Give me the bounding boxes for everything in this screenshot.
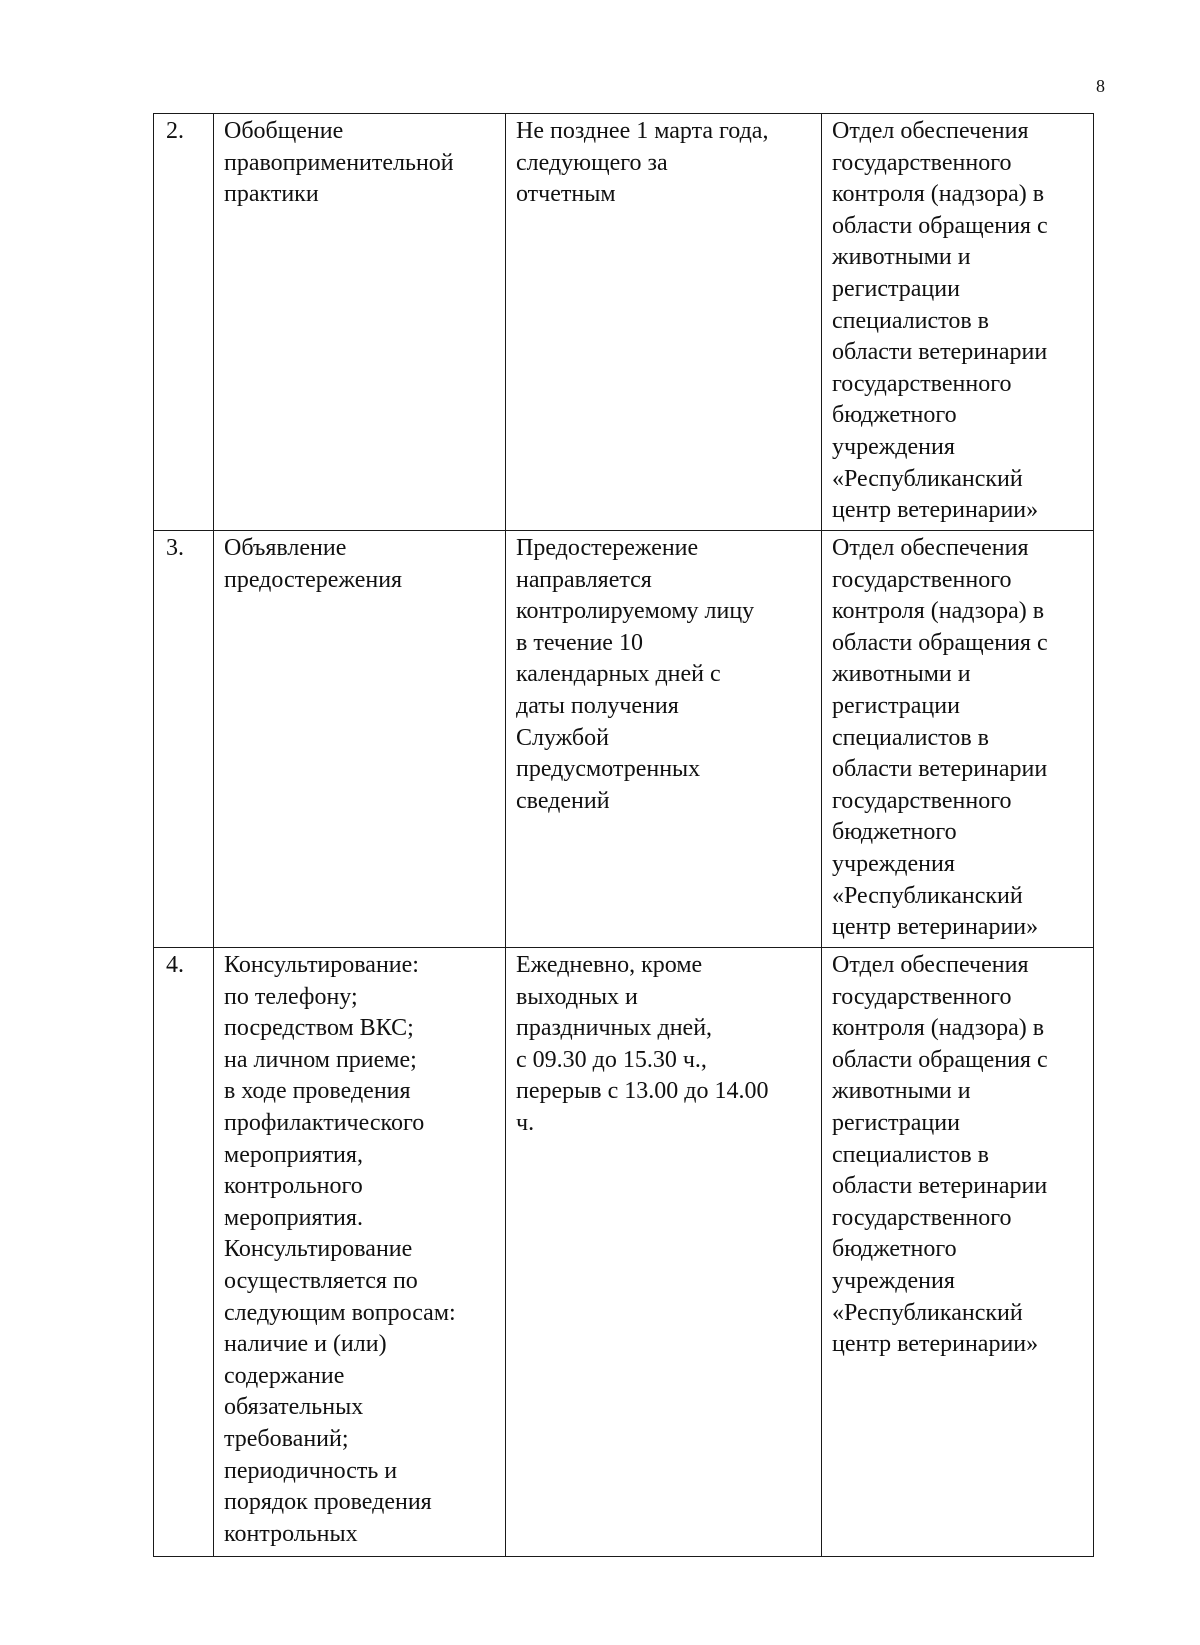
cell-text-line: Отдел обеспечения (832, 535, 1029, 561)
cell-text-line: контрольного (224, 1173, 363, 1200)
cell-text-line: Объявление (224, 535, 347, 561)
activity-cell (214, 531, 506, 948)
responsible-cell (822, 114, 1094, 531)
row-number: 3. (154, 531, 214, 948)
deadline-cell (506, 114, 822, 531)
cell-text-line: мероприятия, (224, 1141, 363, 1168)
cell-text-line: календарных дней с (516, 661, 721, 688)
cell-text-line: животными и (832, 244, 971, 271)
cell-text-line: контроля (надзора) в (832, 1015, 1045, 1042)
cell-text-line: содержание (224, 1362, 345, 1389)
cell-text-line: государственного (832, 566, 1012, 593)
cell-text-line: с 09.30 до 15.30 ч., (516, 1046, 707, 1073)
cell-text-line: центр ветеринарии» (832, 914, 1039, 941)
cell-text-line: области обращения с (832, 629, 1048, 656)
cell-text-line: контроля (надзора) в (832, 181, 1045, 208)
cell-text-line: контролируемому лицу (516, 598, 755, 625)
responsible-cell (822, 531, 1094, 948)
cell-text-line: обязательных (224, 1394, 364, 1421)
cell-text-line: государственного (832, 370, 1012, 397)
cell-text-line: направляется (516, 566, 652, 593)
cell-text-line: мероприятия. (224, 1204, 363, 1231)
cell-text-line: области обращения с (832, 1046, 1048, 1073)
cell-text-line: в течение 10 (516, 629, 643, 656)
table-row (154, 114, 1094, 531)
cell-text-line: посредством ВКС; (224, 1015, 414, 1042)
cell-text-line: Предостережение (516, 535, 699, 561)
activity-cell (214, 114, 506, 531)
cell-text-line: специалистов в (832, 307, 990, 334)
cell-text-line: отчетным (516, 181, 616, 208)
cell-text-line: следующим вопросам: (224, 1299, 456, 1326)
cell-text-line: «Республиканский (832, 465, 1023, 492)
row-number: 2. (154, 114, 214, 531)
cell-text-line: Консультирование (224, 1236, 413, 1263)
cell-text-line: по телефону; (224, 983, 358, 1010)
cell-text-line: правоприменительной (224, 149, 454, 176)
deadline-cell (506, 948, 822, 1557)
cell-text-line: на личном приеме; (224, 1046, 417, 1073)
cell-text-line: регистрации (832, 692, 960, 719)
cell-text-line: практики (224, 181, 319, 208)
cell-text-line: животными и (832, 1078, 971, 1105)
responsible-cell (822, 948, 1094, 1557)
cell-text-line: учреждения (832, 433, 955, 460)
cell-text-line: специалистов в (832, 1141, 990, 1168)
cell-text-line: Отдел обеспечения (832, 118, 1029, 144)
cell-text-line: центр ветеринарии» (832, 497, 1039, 524)
cell-text-line: учреждения (832, 1267, 955, 1294)
cell-text-line: Обобщение (224, 118, 344, 144)
cell-text-line: государственного (832, 1204, 1012, 1231)
cell-text-line: контроля (надзора) в (832, 598, 1045, 625)
cell-text-line: области ветеринарии (832, 339, 1048, 366)
cell-text-line: области ветеринарии (832, 756, 1048, 783)
cell-text-line: перерыв с 13.00 до 14.00 (516, 1078, 769, 1105)
cell-text-line: области обращения с (832, 212, 1048, 239)
cell-text-line: специалистов в (832, 724, 990, 751)
cell-text-line: осуществляется по (224, 1267, 418, 1294)
cell-text-line: регистрации (832, 275, 960, 302)
cell-text-line: «Республиканский (832, 1299, 1023, 1326)
cell-text-line: Не позднее 1 марта года, (516, 118, 769, 144)
cell-text-line: выходных и (516, 983, 638, 1010)
cell-text-line: Службой (516, 724, 609, 751)
deadline-cell (506, 531, 822, 948)
cell-text-line: наличие и (или) (224, 1331, 387, 1358)
activity-cell (214, 948, 506, 1557)
cell-text-line: государственного (832, 983, 1012, 1010)
cell-text-line: государственного (832, 787, 1012, 814)
cell-text-line: следующего за (516, 149, 668, 176)
cell-text-line: профилактического (224, 1109, 425, 1136)
table-row (154, 531, 1094, 948)
cell-text-line: ч. (516, 1109, 535, 1136)
cell-text-line: бюджетного (832, 819, 957, 846)
cell-text-line: бюджетного (832, 402, 957, 429)
cell-text-line: даты получения (516, 692, 679, 719)
cell-text-line: требований; (224, 1425, 349, 1452)
cell-text-line: периодичность и (224, 1457, 398, 1484)
cell-text-line: Отдел обеспечения (832, 952, 1029, 978)
table-row (154, 948, 1094, 1557)
cell-text-line: области ветеринарии (832, 1173, 1048, 1200)
row-number: 4. (154, 948, 214, 1557)
cell-text-line: бюджетного (832, 1236, 957, 1263)
page-number: 8 (1096, 76, 1105, 96)
cell-text-line: сведений (516, 787, 610, 814)
cell-text-line: регистрации (832, 1109, 960, 1136)
cell-text-line: центр ветеринарии» (832, 1331, 1039, 1358)
cell-text-line: в ходе проведения (224, 1078, 411, 1105)
cell-text-line: предостережения (224, 566, 403, 593)
plan-table (153, 113, 1094, 1557)
cell-text-line: праздничных дней, (516, 1015, 713, 1042)
cell-text-line: «Республиканский (832, 882, 1023, 909)
cell-text-line: учреждения (832, 850, 955, 877)
cell-text-line: Консультирование: (224, 952, 419, 978)
cell-text-line: Ежедневно, кроме (516, 952, 703, 978)
cell-text-line: предусмотренных (516, 756, 701, 783)
cell-text-line: порядок проведения (224, 1489, 432, 1516)
cell-text-line: контрольных (224, 1520, 358, 1547)
cell-text-line: животными и (832, 661, 971, 688)
cell-text-line: государственного (832, 149, 1012, 176)
